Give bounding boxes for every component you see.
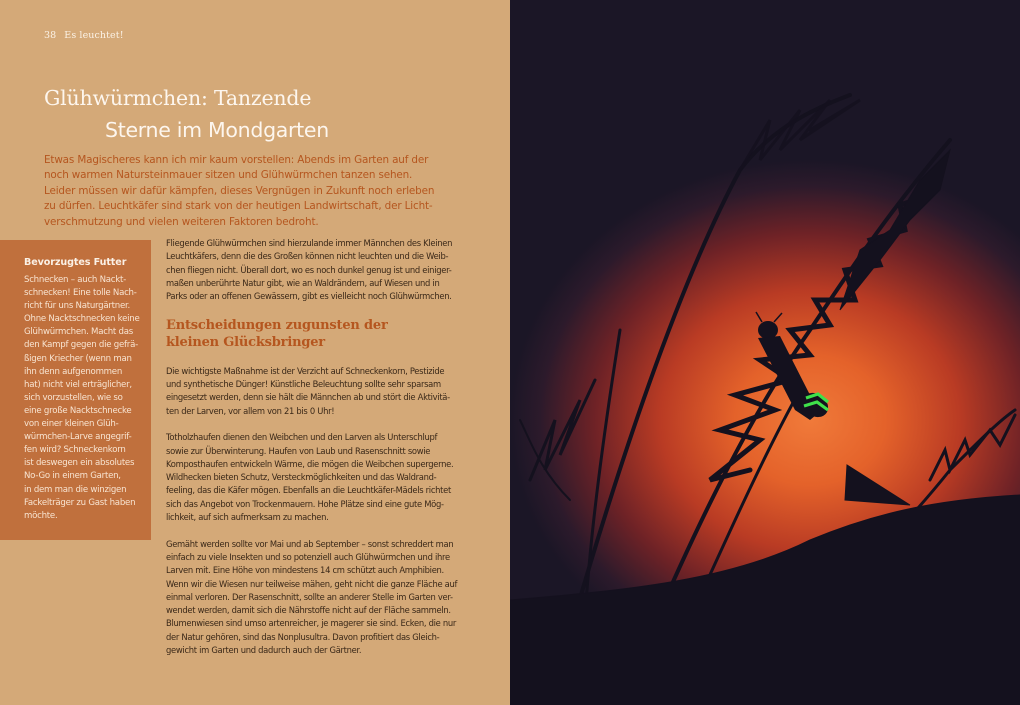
- body-line: einfach zu viele Insekten und so potenziell auch Glühwürmchen und ihre: [166, 551, 450, 562]
- sidebar-line: Fackelträger zu Gast haben: [24, 497, 136, 508]
- body-line: Leuchtkäfers, denn die des Großen können nicht leuchten und die Weib-: [166, 251, 449, 262]
- sidebar-line: fen wird? Schneckenkorn: [24, 445, 126, 456]
- body-paragraph-4: [166, 538, 466, 658]
- body-line: eingesetzt werden, denn sie hält die Männchen ab und stört die Aktivitä-: [166, 392, 450, 403]
- body-line: einmal verloren. Der Rasenschnitt, sollte an anderer Stelle im Garten ver-: [166, 591, 453, 602]
- page-title-line-2: Sterne im Mondgarten: [105, 118, 329, 142]
- section-subheading: [166, 317, 466, 351]
- body-line: maßen unberührte Natur gibt, wie an Waldrändern, auf Wiesen und in: [166, 277, 440, 288]
- lead-line: verschmutzung und vielen weiteren Faktoren bedroht.: [44, 215, 319, 228]
- body-line: der Natur gehören, sind das Nonplusultra. Davon profitiert das Gleich-: [166, 631, 440, 642]
- subheading-line: Entscheidungen zugunsten der: [166, 317, 388, 333]
- body-line: und synthetische Dünger! Künstliche Beleuchtung sollte sehr sparsam: [166, 379, 441, 390]
- sidebar-line: Ohne Nacktschnecken keine: [24, 314, 140, 325]
- sidebar-line: in dem man die winzigen: [24, 484, 127, 495]
- body-line: sich das Angebot von Trockenmauern. Hohe Plätze sind eine gute Mög-: [166, 498, 444, 509]
- running-head: [44, 30, 124, 41]
- page-number: 38: [44, 30, 57, 41]
- body-line: feeling, das die Käfer mögen. Ebenfalls an die Leuchtkäfer-Mädels richtet: [166, 485, 451, 496]
- sidebar-body: [24, 274, 151, 523]
- body-line: ten der Larven, vor allem von 21 bis 0 Uhr!: [166, 405, 335, 416]
- body-line: chen fliegen nicht. Überall dort, wo es noch dunkel genug ist und einiger-: [166, 264, 452, 275]
- lead-line: noch warmen Natursteinmauer sitzen und Glühwürmchen tanzen sehen.: [44, 169, 413, 182]
- body-line: Komposthaufen entwickeln Wärme, die mögen die Weibchen supergerne.: [166, 458, 454, 469]
- sidebar-line: hat) nicht viel erträglicher,: [24, 379, 132, 390]
- sidebar-line: schnecken! Eine tolle Nach-: [24, 288, 137, 299]
- body-paragraph-2: [166, 365, 466, 418]
- main-column: [166, 237, 466, 671]
- sidebar-line: würmchen-Larve angegrif-: [24, 432, 132, 443]
- sidebar-line: Glühwürmchen. Macht das: [24, 327, 133, 338]
- lead-paragraph: [44, 153, 444, 230]
- sidebar-line: möchte.: [24, 510, 58, 521]
- sidebar-title: Bevorzugtes Futter: [24, 257, 127, 268]
- body-line: Blumenwiesen sind umso artenreicher, je magerer sie sind. Ecken, die nur: [166, 618, 457, 629]
- sidebar-line: ist deswegen ein absolutes: [24, 458, 135, 469]
- sidebar-box: [0, 240, 151, 540]
- body-line: Wenn wir die Wiesen nur teilweise mähen, geht nicht die ganze Fläche auf: [166, 578, 458, 589]
- body-line: lichkeit, auf sich aufmerksam zu machen.: [166, 512, 329, 523]
- body-line: Wildhecken bieten Schutz, Versteckmöglichkeiten und das Waldrand-: [166, 472, 437, 483]
- body-line: Larven mit. Eine Höhe von mindestens 14 cm schützt auch Amphibien.: [166, 565, 444, 576]
- sidebar-line: sich vorzustellen, wie so: [24, 392, 123, 403]
- body-paragraph-3: [166, 431, 466, 524]
- lead-line: Leider müssen wir dafür kämpfen, dieses Vergnügen in Zukunft noch erleben: [44, 184, 435, 197]
- sidebar-line: richt für uns Naturgärtner.: [24, 301, 131, 312]
- subheading-line: kleinen Glücksbringer: [166, 334, 325, 350]
- sidebar-line: Schnecken – auch Nackt-: [24, 275, 126, 285]
- body-line: gewicht im Garten und dadurch auch der Gärtner.: [166, 645, 362, 656]
- lead-line: Etwas Magischeres kann ich mir kaum vorstellen: Abends im Garten auf der: [44, 154, 429, 166]
- sidebar-line: ßigen Kriecher (wenn man: [24, 353, 132, 364]
- body-line: Gemäht werden sollte vor Mai und ab September – sonst schreddert man: [166, 538, 454, 549]
- chapter-title: Es leuchtet!: [64, 30, 124, 41]
- sidebar-line: den Kampf gegen die gefrä-: [24, 340, 138, 351]
- sidebar-line: eine große Nacktschnecke: [24, 405, 132, 416]
- sidebar-line: von einer kleinen Glüh-: [24, 419, 119, 430]
- page-title-line-1: Glühwürmchen: Tanzende: [44, 86, 312, 110]
- firefly-photo: [510, 0, 1020, 705]
- body-paragraph-1: [166, 237, 466, 303]
- body-line: Fliegende Glühwürmchen sind hierzulande immer Männchen des Kleinen: [166, 238, 453, 248]
- body-line: Parks oder an offenen Gewässern, gibt es vielleicht noch Glühwürmchen.: [166, 291, 452, 302]
- sidebar-line: ihn denn aufgenommen: [24, 366, 123, 377]
- body-line: Die wichtigste Maßnahme ist der Verzicht auf Schneckenkorn, Pestizide: [166, 365, 445, 376]
- grass-silhouette-illustration: [510, 0, 1020, 705]
- body-line: wendet werden, damit sich die Nährstoffe nicht auf der Fläche sammeln.: [166, 605, 451, 616]
- body-line: Totholzhaufen dienen den Weibchen und den Larven als Unterschlupf: [166, 432, 438, 443]
- body-line: sowie zur Überwinterung. Haufen von Laub und Rasenschnitt sowie: [166, 445, 431, 456]
- sidebar-line: No-Go in einem Garten,: [24, 471, 121, 482]
- lead-line: zu dürfen. Leuchtkäfer sind stark von der heutigen Landwirtschaft, der Licht-: [44, 200, 433, 213]
